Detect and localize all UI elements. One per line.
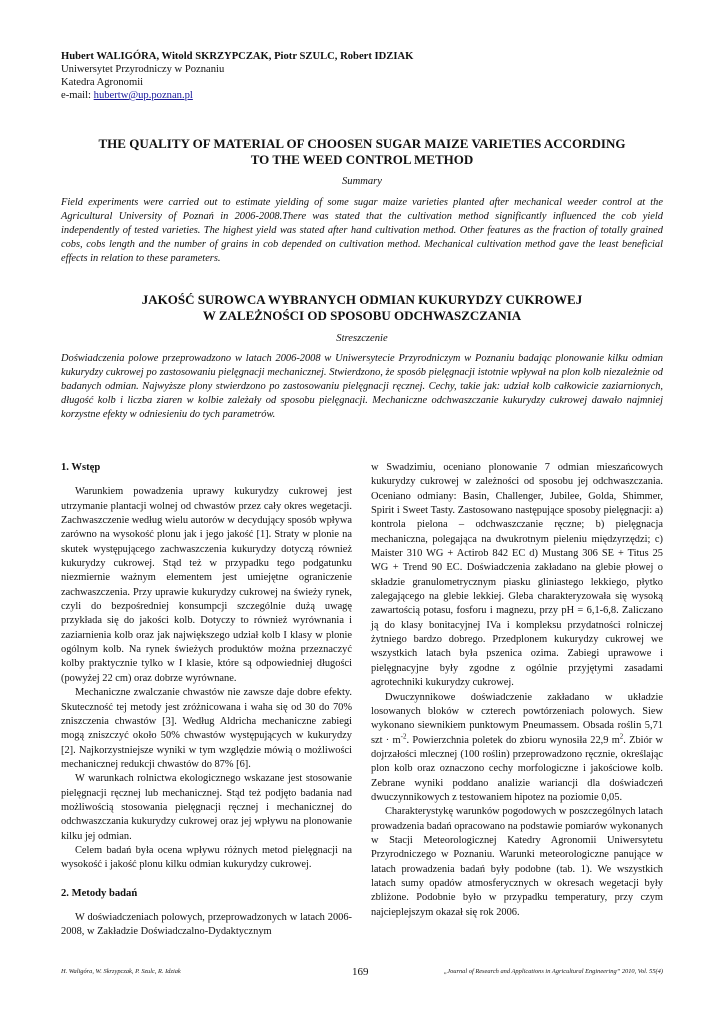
- section-heading-introduction: 1. Wstęp: [61, 462, 101, 473]
- paragraph: W warunkach rolnictwa ekologicznego wskazane jest stosowanie pielęgnacji ręcznej lub mechanicznej. Stąd też podjęto badania nad możliwością stosowania pielęgnacji ręcznej i mechanicznej do odchwaszczania kukurydzy cukrowej oraz jej wpływu na plonowanie kilku jej odmian.: [61, 773, 352, 842]
- polish-title-line-1: JAKOŚĆ SUROWCA WYBRANYCH ODMIAN KUKURYDZY CUKROWEJ: [141, 292, 583, 307]
- page-number: 169: [352, 966, 369, 978]
- footer-journal: „Journal of Research and Applications in Agricultural Engineering” 2010, Vol. 55(4): [443, 968, 663, 975]
- email-label: e-mail:: [61, 90, 94, 101]
- english-abstract: Field experiments were carried out to estimate yielding of some sugar maize varieties planted after mechanical weeder control at the Agricultural University of Poznań in 2006-2008.There was stated that the cultivation method significantly influenced the cob yield independently of tested varieties. The highest yield was stated after hand cultivation method. Other features as the fraction of totally grained cobs, cobs length and the number of grains in cob depended on cultivation method. Mechanical cultivation method gave the least beneficial effects in relation to these parameters.: [61, 197, 663, 264]
- superscript: 2: [619, 732, 624, 741]
- paragraph: Celem badań była ocena wpływu różnych metod pielęgnacji na wysokość i jakość plonu kilku odmian kukurydzy cukrowej.: [61, 844, 352, 871]
- polish-abstract: Doświadczenia polowe przeprowadzono w latach 2006-2008 w Uniwersytecie Przyrodniczym w Poznaniu badając plonowanie kilku odmian kukurydzy cukrowej po zastosowaniu pielęgnacji mechanicznej. Stwierdzono, że sposób pielęgnacji istotnie wpływał na plon kolb niezależnie od badanych odmian. Najwyższe plony stwierdzono po zastosowaniu pielęgnacji ręcznej. Cechy, takie jak: udział kolb całkowicie zaziarnionych, długość kolb i liczba ziaren w kolbie zależały od sposobu pielęgnacji. Mechaniczne odchwaszczanie kukurydzy cukrowej dawało najmniej korzystne efekty w odniesieniu do tych parametrów.: [61, 353, 663, 420]
- email-link[interactable]: hubertw@up.poznan.pl: [93, 90, 193, 101]
- polish-title: [50, 292, 674, 324]
- english-title: [50, 136, 674, 168]
- paragraph: W doświadczeniach polowych, przeprowadzonych w latach 2006-2008, w Zakładzie Doświadczalno-Dydaktycznym: [61, 911, 352, 938]
- paragraph: Mechaniczne zwalczanie chwastów nie zawsze daje dobre efekty. Skuteczność tej metody jest zróżnicowana i waha się od 30 do 70% zniszczenia chwastów [3]. Według Aldricha mechaniczne zabiegi mogą zniszczyć około 50% chwastów występujących w kukurydzy [2]. Najkorzystniejsze wyniki w tym względzie mówią o możliwości mechanicznej redukcji chwastów do 87% [6].: [61, 687, 352, 770]
- paragraph: w Swadzimiu, oceniano plonowanie 7 odmian mieszańcowych kukurydzy cukrowej w zależności od sposobu jej odchwaszczania. Oceniano odmiany: Basin, Challenger, Jubilee, Golda, Shimmer, Spirit i Sweet Tasty. Zastosowano następujące sposoby pielęgnacji: a) kontrola pielona – odchwaszczanie ręczne; b) pielęgnacja mechaniczna, polegająca na dwukrotnym pieleniu międzyrzędzi; c) Maister 310 WG + Actirob 842 EC d) Mustang 306 SE + Titus 25 WG + Trend 90 EC. Doświadczenia zakładano na glebie płowej o składzie granulometrycznym piasku gliniastego lekkiego, płytko zalegającego na glebie lekkiej. Gleba charakteryzowała się wysoką zawartością potasu, fosforu i magnezu, przy pH = 6,1-6,8. Zaliczano ją do klasy bonitacyjnej IVa i kompleksu przydatności rolniczej żytniego bardzo dobrego. Przedplonem kukurydzy cukrowej we wszystkich latach była pszenica ozima. Zabiegi uprawowe i pielęgnacyjne były zgodne z ogólnie przyjętymi zasadami agrotechniki kukurydzy cukrowej.: [371, 462, 663, 689]
- right-column: [371, 461, 663, 920]
- section-heading-methods: 2. Metody badań: [61, 887, 138, 899]
- polish-title-line-2: W ZALEŻNOŚCI OD SPOSOBU ODCHWASZCZANIA: [202, 308, 522, 323]
- text-run: . Zbiór w dojrzałości mlecznej (100 roślin) przeprowadzono ręcznie, określając plon kolb oraz oznaczono cechy morfologiczne i jakościowe kolb. Zebrane wyniki poddano analizie wariancji dla doświadczeń dwuczynnikowych z testowaniem hipotez na poziomie 0,05.: [371, 734, 663, 803]
- streszczenie-label: Streszczenie: [336, 333, 388, 344]
- paragraph: Warunkiem powadzenia uprawy kukurydzy cukrowej jest utrzymanie plantacji wolnej od chwastów przez cały okres wegetacji. Zachwaszczenie według wielu autorów w decydujący sposób wpływa zarówno na wysokość plonu jak i jego jakość [1]. Straty w plonie na skutek występującego zachwaszczenia kukurydzy dotyczą również kukurydzy cukrowej. Stąd też w przypadku tego podgatunku niezmiernie ważnym elementem jest umiejętne ograniczenie zachwaszczenia. Przy uprawie kukurydzy cukrowej na świeży rynek, czyli do bezpośredniej konsumpcji szczególnie dużą uwagę przykłada się do jakości kolb. Dotyczy to również wyrównania i zaziarnienia kolb oraz jak największego udział kolb I klasy w plonie ogólnym kolb. Na rynek świeżych produktów można przeznaczyć kolby praktycznie tylko w I klasie, które są odpowiedniej długości (powyżej 22 cm) oraz dobrze wyrównane.: [61, 486, 352, 684]
- text-run: . Powierzchnia poletek do zbioru wynosiła 22,9 m: [406, 734, 620, 746]
- text-run: Dwuczynnikowe doświadczenie zakładano w układzie losowanych bloków w czterech powtórzeniach polowych. Siew wykonano siewnikiem punktowym Pneumassem. Obsada roślin 5,71 szt · m: [371, 691, 663, 746]
- author-list: Hubert WALIGÓRA, Witold SKRZYPCZAK, Piotr SZULC, Robert IDZIAK: [61, 51, 414, 62]
- english-title-line-1: THE QUALITY OF MATERIAL OF CHOOSEN SUGAR MAIZE VARIETIES ACCORDING: [98, 136, 626, 151]
- paragraph: Charakterystykę warunków pogodowych w poszczególnych latach prowadzenia badań opracowano na podstawie pomiarów wykonanych w Stacji Meteorologicznej Katedry Agronomii Uniwersytetu Przyrodniczego w Poznaniu. Warunki meteorologiczne panujące w latach prowadzenia badań były podobne (tab. 1). We wszystkich latach sumy opadów atmosferycznych w okresach wegetacji były zbliżone. Podobnie było w przypadku temperatury, przy czym najcieplejszym okazał się rok 2006.: [371, 806, 663, 918]
- email-line: [61, 89, 193, 102]
- paragraph: [371, 691, 663, 806]
- footer-authors: H. Waligóra, W. Skrzypczak, P. Szulc, R. Idziak: [61, 968, 181, 975]
- institution: Uniwersytet Przyrodniczy w Poznaniu: [61, 64, 225, 75]
- summary-label: Summary: [341, 176, 383, 187]
- left-column: [61, 461, 352, 940]
- department: Katedra Agronomii: [61, 77, 144, 88]
- english-title-line-2: TO THE WEED CONTROL METHOD: [250, 152, 474, 167]
- superscript: -2: [400, 732, 407, 741]
